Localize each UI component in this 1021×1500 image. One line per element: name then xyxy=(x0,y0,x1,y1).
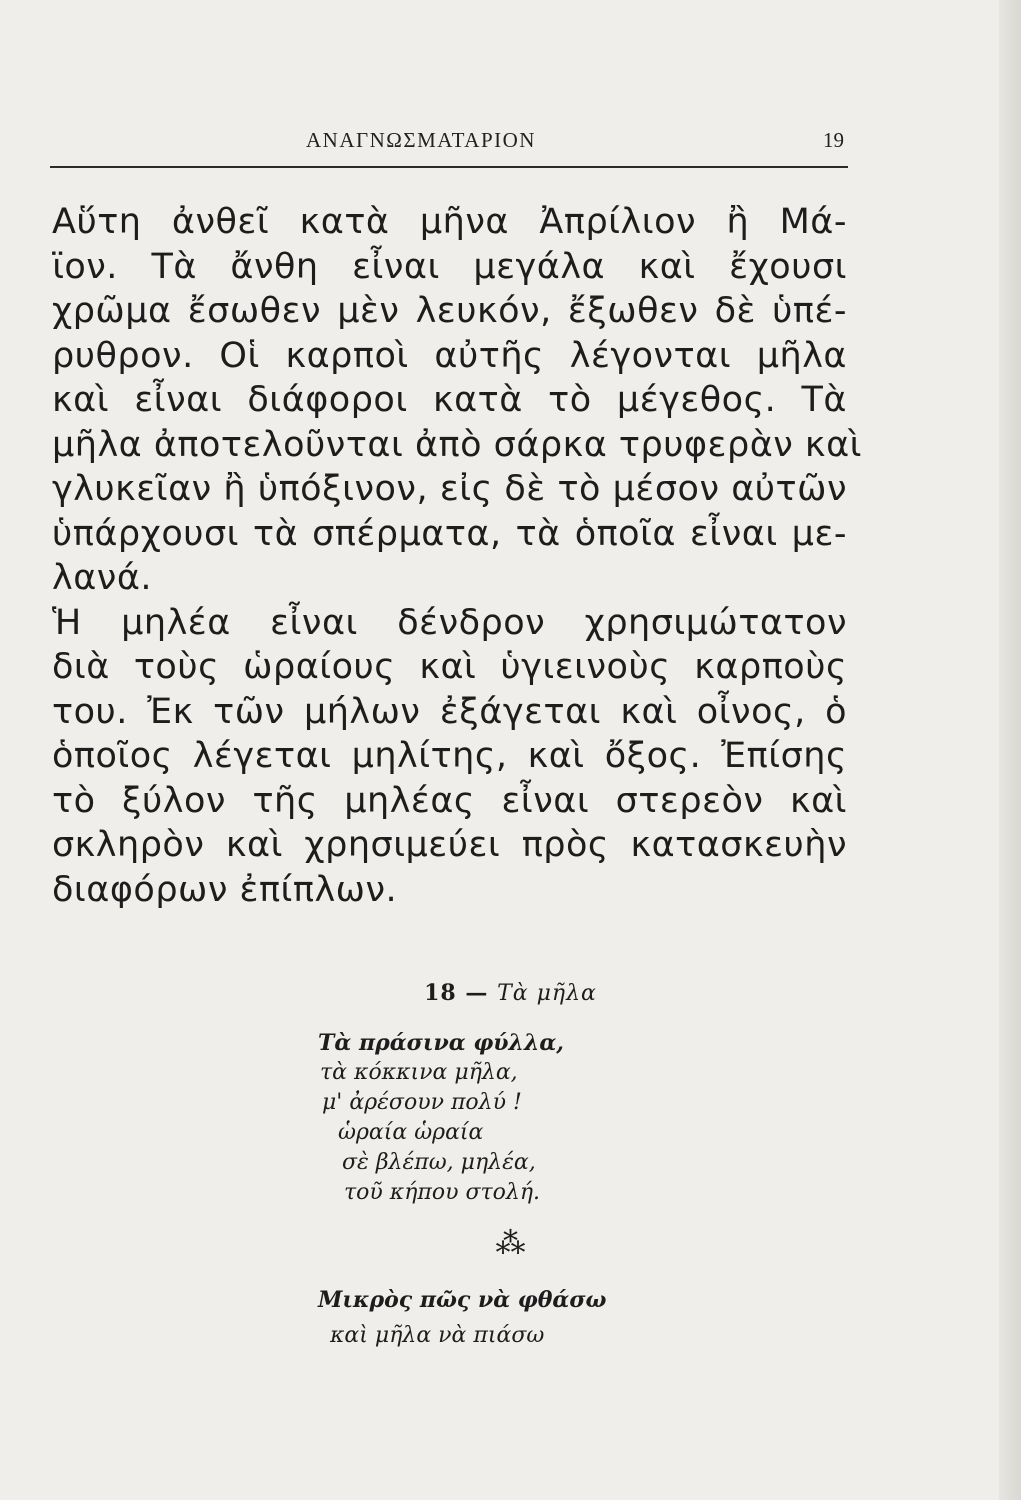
running-header xyxy=(52,128,844,156)
text-line: διὰ τοὺς ὡραίους καὶ ὑγιεινοὺς καρποὺς xyxy=(52,647,847,687)
text-line: ὑπάρχουσι τὰ σπέρματα, τὰ ὁποῖα εἶναι με- xyxy=(52,513,847,554)
poem-line: σὲ βλέπω, μηλέα, xyxy=(342,1150,536,1175)
coda-line: Μικρὸς πῶς νὰ φθάσω xyxy=(318,1287,607,1313)
poem xyxy=(300,1028,720,1208)
text-line: ὁποῖος λέγεται μηλίτης, καὶ ὄξος. Ἐπίσης xyxy=(52,736,847,776)
text-line: διαφόρων ἐπίπλων. xyxy=(52,869,398,910)
poem-line: μ' ἀρέσουν πολύ ! xyxy=(322,1090,522,1115)
poem-heading xyxy=(0,980,1021,1006)
body-text xyxy=(52,200,862,912)
ornament-icon: ⁂ xyxy=(495,1226,526,1261)
text-line: σκληρὸν καὶ χρησιμεύει πρὸς κατασκευὴν xyxy=(52,825,847,865)
header-title: ΑΝΑΓΝΩΣΜΑΤΑΡΙΟΝ xyxy=(306,128,536,152)
text-line: Ἡ μηλέα εἶναι δένδρον χρησιμώτατον xyxy=(52,602,847,643)
poem-number: 18 — xyxy=(424,980,489,1006)
text-line: καὶ εἶναι διάφοροι κατὰ τὸ μέγεθος. Τὰ xyxy=(52,380,847,420)
poem-line: Τὰ πράσινα φύλλα, xyxy=(318,1030,564,1056)
poem-line: ὡραία ὡραία xyxy=(338,1120,484,1145)
text-line: ϊον. Τὰ ἄνθη εἶναι μεγάλα καὶ ἔχουσι xyxy=(52,246,847,287)
poem-line: τὰ κόκκινα μῆλα, xyxy=(320,1060,518,1085)
text-line: λανά. xyxy=(52,558,153,598)
poem-coda xyxy=(300,1282,720,1354)
poem-title: Τὰ μῆλα xyxy=(497,981,597,1006)
text-line: ρυθρον. Οἱ καρποὶ αὐτῆς λέγονται μῆλα xyxy=(52,335,847,376)
text-line: τὸ ξύλον τῆς μηλέας εἶναι στερεὸν καὶ xyxy=(52,780,847,821)
page-number: 19 xyxy=(823,128,844,152)
page-edge xyxy=(999,0,1021,1500)
text-line: του. Ἐκ τῶν μήλων ἐξάγεται καὶ οἶνος, ὁ xyxy=(52,691,847,732)
text-line: Αὕτη ἀνθεῖ κατὰ μῆνα Ἀπρίλιον ἢ Μά- xyxy=(52,202,847,242)
coda-line: καὶ μῆλα νὰ πιάσω xyxy=(330,1323,545,1348)
poem-line: τοῦ κήπου στολή. xyxy=(344,1180,541,1205)
text-line: γλυκεῖαν ἢ ὑπόξινον, εἰς δὲ τὸ μέσον αὐτῶν xyxy=(52,469,847,509)
text-line: μῆλα ἀποτελοῦνται ἀπὸ σάρκα τρυφερὰν καὶ xyxy=(52,424,862,465)
header-rule xyxy=(50,166,848,168)
text-line: χρῶμα ἔσωθεν μὲν λευκόν, ἔξωθεν δὲ ὑπέ- xyxy=(52,291,847,331)
